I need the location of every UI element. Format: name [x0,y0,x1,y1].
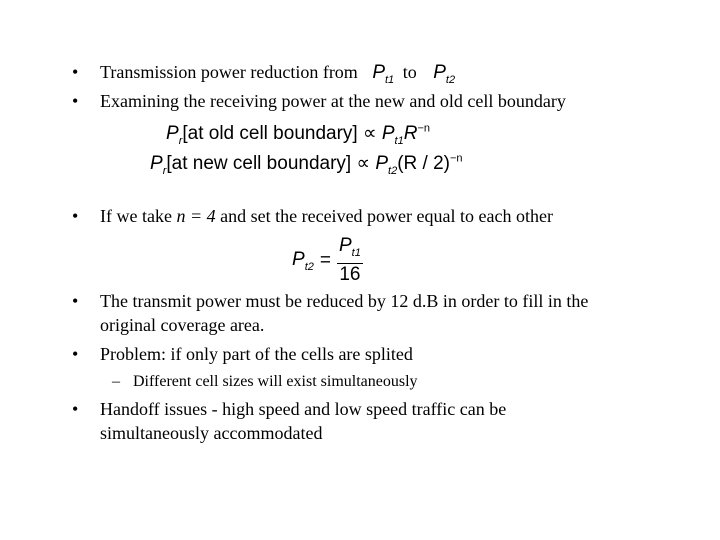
bullet-text: Transmission power reduction from [100,62,358,82]
symbol-pt2: $P_{t2}$ [433,62,456,86]
eq1-pr: $P_r$ [166,123,183,147]
bullet-transmit-power [100,289,588,337]
eq3-denominator: 16 [339,263,361,285]
bullet-problem: Problem: if only part of the cells are splited [100,344,413,364]
connector-to: to [402,62,417,82]
eq2-pr: $P_r$ [150,153,167,177]
b4-line1: The transmit power must be reduced by 12 d.B in order to fill in the [100,291,589,311]
bullet-examining: Examining the receiving power at the new and old cell boundary [100,91,566,111]
bullet-marker: • [72,91,79,111]
eq1-proportional: ∝ [362,123,377,144]
eq2-pt: $P_{t2}$ [375,153,398,177]
bullet-marker: • [72,206,79,226]
eq2-proportional: ∝ [356,153,371,174]
sub-bullet-cell-sizes: Different cell sizes will exist simultaneously [133,373,418,390]
b6-line2: simultaneously accommodated [100,423,323,443]
equation-new-boundary [150,152,463,177]
b4-line2: original coverage area. [100,315,265,335]
b3-pre: If we take [100,206,172,226]
eq3-lhs: $P_{t2}$ [292,249,314,273]
sub-bullet-dash: – [112,373,120,390]
eq2-label: [at new cell boundary] [166,153,352,174]
eq1-exponent: −n [417,122,430,135]
b3-post: and set the received power equal to each other [220,206,553,226]
bullet-marker: • [72,62,79,82]
equation-old-boundary [166,122,430,147]
bullet-take-n [100,204,553,228]
bullet-power-reduction [100,60,455,92]
eq2-paren: (R / 2) [397,153,450,174]
b6-line1: Handoff issues - high speed and low speed traffic can be [100,399,507,419]
symbol-pt1: $P_{t1}$ [372,62,395,86]
equation-pt2-ratio [292,236,363,286]
eq1-label: [at old cell boundary] [182,123,358,144]
eq1-r: R [403,123,418,144]
bullet-marker: • [72,344,79,364]
eq1-pt: $P_{t1}$ [381,123,404,147]
eq2-exponent: −n [450,152,463,165]
eq3-fraction [337,236,363,286]
b3-variable: n = 4 [176,206,216,226]
bullet-marker: • [72,399,79,419]
bullet-handoff [100,397,506,445]
eq3-numerator: $P_{t1}$ [337,236,363,264]
eq3-equals: = [319,249,331,271]
bullet-marker: • [72,291,79,311]
